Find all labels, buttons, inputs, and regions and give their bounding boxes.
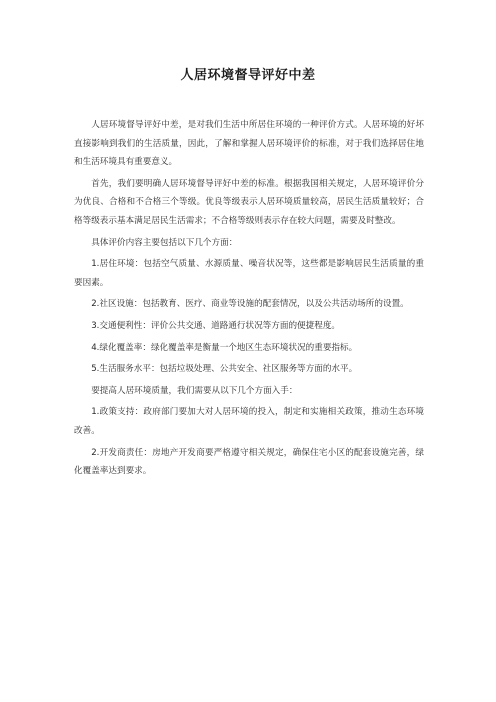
paragraph: 3.交通便利性：评价公共交通、道路通行状况等方面的便捷程度。 bbox=[91, 320, 341, 331]
paragraph: 2.社区设施：包括教育、医疗、商业等设施的配套情况，以及公共活动场所的设置。 bbox=[91, 299, 409, 310]
paragraph: 1.居住环境：包括空气质量、水源质量、噪音状况等，这些都是影响居民生活质量的重要因素。 bbox=[74, 259, 424, 288]
document-title: 人居环境督导评好中差 bbox=[180, 68, 316, 83]
paragraph: 2.开发商责任：房地产开发商要严格遵守相关规定，确保住宅小区的配套设施完善，绿化覆盖率达到要求。 bbox=[74, 447, 424, 477]
paragraph: 首先，我们要明确人居环境督导评好中差的标准。根据我国相关规定，人居环境评价分为优良、合格和不合格三个等级。优良等级表示人居环境质量较高，居民生活质量较好；合格等级表示基本满足居民生活需求；不合格等级则表示存在较大问题，需要及时整改。 bbox=[74, 178, 424, 226]
document-body bbox=[74, 116, 424, 484]
paragraph: 要提高人居环境质量，我们需要从以下几个方面入手： bbox=[91, 385, 298, 396]
paragraph: 具体评价内容主要包括以下几个方面： bbox=[91, 237, 238, 248]
paragraph: 人居环境督导评好中差，是对我们生活中所居住环境的一种评价方式。人居环境的好坏直接影响到我们的生活质量，因此，了解和掌握人居环境评价的标准，对于我们选择居住地和生活环境具有重要意义。 bbox=[74, 120, 424, 168]
paragraph: 1.政策支持：政府部门要加大对人居环境的投入，制定和实施相关政策，推动生态环境改善。 bbox=[74, 407, 424, 436]
paragraph: 5.生活服务水平：包括垃圾处理、公共安全、社区服务等方面的水平。 bbox=[91, 364, 358, 375]
paragraph: 4.绿化覆盖率：绿化覆盖率是衡量一个地区生态环境状况的重要指标。 bbox=[91, 342, 358, 353]
